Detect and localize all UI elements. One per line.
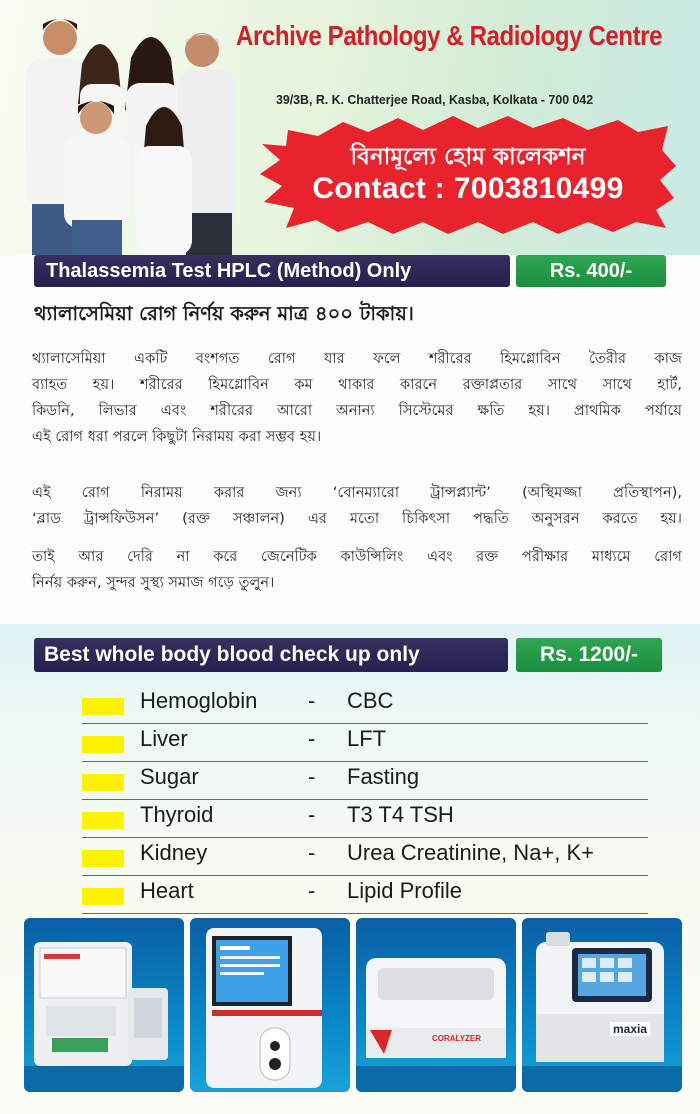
highlight-marker (82, 850, 124, 867)
paragraph-line: এই রোগ নিরাময় করার জন্য ‘বোনম্যারো ট্রান্সপ্ল্যান্ট’ (অস্থিমজ্জা প্রতিস্থাপন), (32, 484, 682, 501)
thalassemia-heading: থ্যালাসেমিয়া রোগ নির্ণয় করুন মাত্র ৪০০ টাকায়। (34, 302, 414, 325)
checkup-label: Best whole body blood check up only (44, 643, 420, 666)
analyzer-1-image (24, 918, 184, 1092)
analyzer-2-image (190, 918, 350, 1092)
thalassemia-price: Rs. 400/- (549, 260, 633, 282)
paragraph-line: কিডনি, লিভার এবং শরীরের আরো অনান্য সিস্টেমের ক্ষতি হয়। প্রাথমিক পর্যায়ে (32, 402, 682, 419)
test-name: Kidney (140, 840, 208, 865)
highlight-marker (82, 698, 124, 715)
checkup-price: Rs. 1200/- (539, 643, 639, 666)
test-value: Fasting (347, 764, 420, 789)
thalassemia-label: Thalassemia Test HPLC (Method) Only (46, 260, 412, 282)
header-banner (0, 0, 700, 255)
test-value: T3 T4 TSH (347, 802, 454, 827)
paragraph-1 (32, 346, 682, 450)
test-separator: - (308, 840, 316, 865)
highlight-marker (82, 888, 124, 905)
test-row (82, 724, 648, 762)
paragraph-3 (32, 544, 682, 596)
test-name: Hemoglobin (140, 688, 258, 713)
test-value: Urea Creatinine, Na+, K+ (347, 840, 595, 865)
paragraph-line: থ্যালাসেমিয়া একটি বংশগত রোগ যার ফলে শরীরের হিমগ্লোবিন তৈরীর কাজ (32, 350, 682, 367)
analyzer-photo-3 (356, 918, 516, 1092)
thalassemia-price-bar (516, 255, 666, 287)
test-row (82, 686, 648, 724)
family-photo (18, 8, 240, 255)
paragraph-line: এই রোগ ধরা পরলে কিছুটা নিরাময় করা সম্ভব হয়। (32, 428, 322, 445)
contact-number[interactable]: Contact : 7003810499 (312, 172, 624, 205)
paragraph-line: ব্যাহত হয়। শরীরের হিমগ্লোবিন কম থাকার কারনে রক্তাপ্লতার সাথে সাথে হার্ট, (32, 376, 682, 393)
test-value: LFT (347, 726, 387, 751)
highlight-marker (82, 774, 124, 791)
test-row (82, 800, 648, 838)
analyzer-photo-4 (522, 918, 682, 1092)
test-separator: - (308, 764, 316, 789)
test-separator: - (308, 802, 316, 827)
analyzer-3-image (356, 918, 516, 1092)
test-separator: - (308, 878, 316, 903)
centre-title: Archive Pathology & Radiology Centre (236, 20, 663, 51)
checkup-label-bar (34, 638, 508, 672)
analyzer-photo-1 (24, 918, 184, 1092)
test-name: Sugar (140, 764, 199, 789)
analyzer-photo-2 (190, 918, 350, 1092)
home-collection-text: বিনামূল্যে হোম কালেকশন (350, 144, 586, 170)
test-row (82, 762, 648, 800)
centre-address: 39/3B, R. K. Chatterjee Road, Kasba, Kolkata - 700 042 (276, 92, 594, 107)
coralyzer-brand: CORALYZER (432, 1034, 482, 1043)
highlight-marker (82, 736, 124, 753)
thalassemia-label-bar (34, 255, 510, 287)
paragraph-line: তাই আর দেরি না করে জেনেটিক কাউন্সিলিং এবং রক্ত পরীক্ষার মাধ্যমে রোগ (32, 548, 682, 565)
paragraph-line: ‘ব্লাড ট্রান্সফিউসন’ (রক্ত সঞ্চালন) এর মতো চিকিৎসা পদ্ধতি অনুসরন করতে হয়। (32, 510, 682, 527)
paragraph-2 (32, 480, 682, 532)
maxia-brand: maxia (610, 1022, 650, 1036)
test-name: Thyroid (140, 802, 214, 827)
checkup-price-bar (516, 638, 662, 672)
test-separator: - (308, 688, 316, 713)
test-name: Liver (140, 726, 188, 751)
test-value: CBC (347, 688, 394, 713)
analyzer-4-image (522, 918, 682, 1092)
test-row (82, 876, 648, 914)
test-name: Heart (140, 878, 194, 903)
test-separator: - (308, 726, 316, 751)
test-row (82, 838, 648, 876)
paragraph-line: নির্নয় করুন, সুন্দর সুস্থ্য সমাজ গড়ে তুলুন। (32, 574, 275, 591)
test-list (82, 686, 648, 914)
highlight-marker (82, 812, 124, 829)
test-value: Lipid Profile (347, 878, 462, 903)
